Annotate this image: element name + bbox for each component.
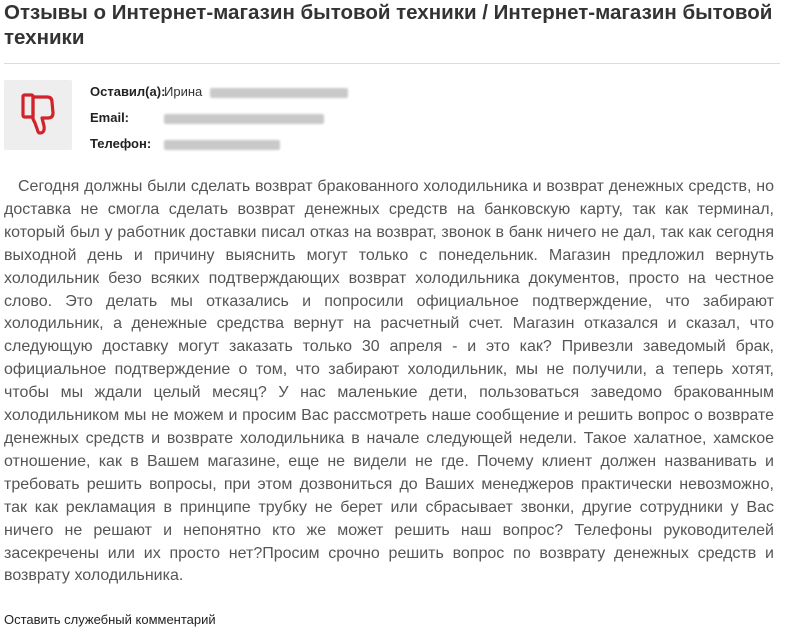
author-name: Ирина [164,84,203,99]
page-title: Отзывы о Интернет-магазин бытовой техники / Интернет-магазин бытовой техники [4,1,773,49]
email-label: Email: [90,110,130,125]
redacted-phone [164,140,280,150]
thumbs-down-icon [20,93,56,137]
rating-badge [4,80,72,150]
redacted-surname [210,88,348,98]
redacted-email [164,114,324,124]
leave-comment-link[interactable]: Оставить служебный комментарий [4,612,216,627]
phone-label: Телефон: [90,136,152,151]
title-divider [4,63,780,64]
review-text: Сегодня должны были сделать возврат бракованного холодильника и возврат денежных средств, но доставка не смогла сделать возврат денежных средств на банковскую карту, так как терминал, который был у работник доставки писал отказ на возврат, звонок в банк ничего не дал, так как сегодня выходной день и причину выяснить могут только с понедельник. Магазин предложил вернуть холодильник безо всяких подтверждающих возврат холодильника документов, просто на честное слово. Это делать мы отказались и попросили официальное подтверждение, что забирают холодильник, а денежные средства вернут на расчетный счет. Магазин отказался и сказал, что следующую доставку могут заказать только 30 апреля - и это как? Привезли заведомый брак, официальное подтверждение о том, что забирают холодильник, мы не получили, а теперь хотят, чтобы мы ждали целый месяц? У нас маленькие дети, пользоваться заведомо бракованным холодильником мы не можем и просим Вас рассмотреть наше сообщение и решить вопрос о возврате денежных средств и возврате холодильника в начале следующей недели. Такое халатное, хамское отношение, как в Вашем магазине, еще не видели не где. Почему клиент должен названивать и требовать решить вопросы, при этом дозвониться до Ваших менеджеров практически невозможно, так как рекламация в принципе трубку не берет или сбрасывает звонки, другие сотрудники у Вас ничего не решают и непонятно кто же может решить наш вопрос? Телефоны руководителей засекречены или их просто нет?Просим срочно решить вопрос по возврату денежных средств и возврату холодильника. [4,178,774,585]
author-label: Оставил(а): [90,84,166,99]
